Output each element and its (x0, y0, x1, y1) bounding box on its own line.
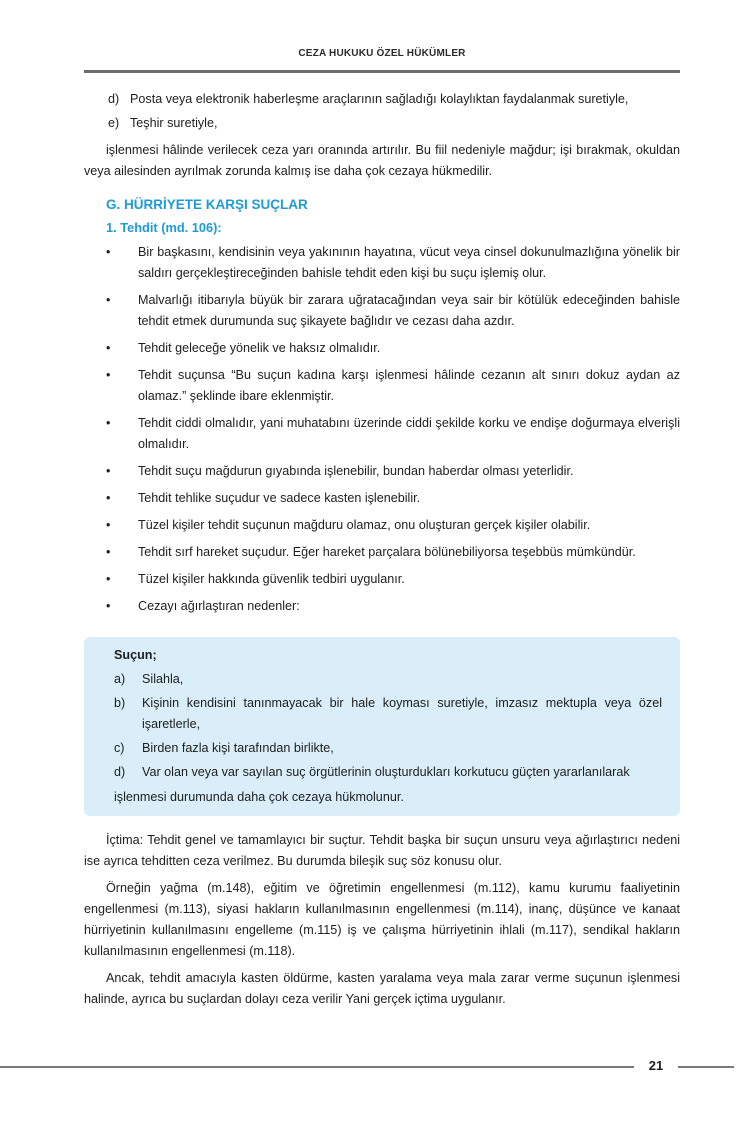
list-item-text: Posta veya elektronik haberleşme araçlarının sağladığı kolaylıktan faydalanmak suretiyle, (130, 92, 629, 106)
box-closing-text: işlenmesi durumunda daha çok cezaya hükmolunur. (114, 790, 404, 804)
list-item (114, 738, 662, 759)
list-item (114, 762, 662, 783)
list-marker: d) (108, 92, 120, 106)
running-header: CEZA HUKUKU ÖZEL HÜKÜMLER (298, 48, 466, 59)
list-marker: c) (114, 741, 125, 755)
header-rule (84, 70, 680, 73)
bullet-item (84, 542, 680, 563)
list-item (84, 89, 680, 110)
page-content (84, 86, 680, 1016)
list-item-text: Teşhir suretiyle, (130, 116, 218, 130)
page-number: 21 (648, 1058, 664, 1073)
list-item-text: Birden fazla kişi tarafından birlikte, (142, 741, 334, 755)
footer-rule-left (0, 1066, 634, 1068)
list-marker: e) (108, 116, 120, 130)
bullet-marker: • (106, 545, 111, 559)
bullet-item (84, 596, 680, 617)
list-item (114, 693, 662, 735)
list-marker: d) (114, 765, 126, 779)
bullet-marker: • (106, 368, 111, 382)
bullet-text: Tüzel kişiler tehdit suçunun mağduru olamaz, onu oluşturan gerçek kişiler olabilir. (138, 518, 591, 532)
body-paragraph: Ancak, tehdit amacıyla kasten öldürme, kasten yaralama veya mala zarar verme suçunun işlenmesi halinde, ayrıca bu suçlardan dolayı ceza verilir Yani gerçek içtima uygulanır. (84, 971, 680, 1006)
bullet-text: Tehdit tehlike suçudur ve sadece kasten işlenebilir. (138, 491, 421, 505)
bullet-item (84, 488, 680, 509)
list-item (84, 113, 680, 134)
box-title: Suçun; (114, 648, 157, 662)
list-item (114, 669, 662, 690)
bullet-item (84, 242, 680, 284)
bullet-text: Cezayı ağırlaştıran nedenler: (138, 599, 300, 613)
top-list (84, 89, 680, 134)
bullet-text: Tehdit suçunsa “Bu suçun kadına karşı işlenmesi hâlinde cezanın alt sınırı dokuz aydan az olamaz.” şeklinde ibare eklenmiştir. (138, 368, 680, 403)
bullet-marker: • (106, 416, 111, 430)
bullet-marker: • (106, 464, 111, 478)
body-paragraph: İçtima: Tehdit genel ve tamamlayıcı bir suçtur. Tehdit başka bir suçun unsuru veya ağırlaştırıcı nedeni ise ayrıca tehditten ceza verilmez. Bu durumda bileşik suç söz konusu olur. (84, 833, 680, 868)
bullet-text: Tehdit ciddi olmalıdır, yani muhatabını üzerinde ciddi şekilde korku ve endişe doğurmaya elverişli olmalıdır. (138, 416, 680, 451)
bullet-marker: • (106, 572, 111, 586)
list-marker: b) (114, 696, 126, 710)
list-item-text: Var olan veya var sayılan suç örgütlerinin oluşturdukları korkutucu güçten yararlanılarak (142, 765, 630, 779)
bullet-text: Tehdit geleceğe yönelik ve haksız olmalıdır. (138, 341, 381, 355)
bullet-marker: • (106, 491, 111, 505)
bullet-item (84, 338, 680, 359)
bullet-text: Malvarlığı itibarıyla büyük bir zarara uğratacağından veya sair bir kötülük edeceğinden bahisle tehdit etmek durumunda suç şikayete bağlıdır ve cezası daha azdır. (138, 293, 680, 328)
bullet-text: Tehdit sırf hareket suçudur. Eğer hareket parçalara bölünebiliyorsa teşebbüs mümkündür. (138, 545, 636, 559)
bullet-text: Tüzel kişiler hakkında güvenlik tedbiri uygulanır. (138, 572, 405, 586)
bullet-item (84, 515, 680, 536)
list-item-text: Kişinin kendisini tanınmayacak bir hale koyması suretiyle, imzasız mektupla veya özel işaretlerle, (142, 696, 662, 731)
list-marker: a) (114, 672, 126, 686)
bullet-marker: • (106, 293, 111, 307)
bullet-text: Tehdit suçu mağdurun gıyabında işlenebilir, bundan haberdar olması yeterlidir. (138, 464, 574, 478)
bullet-marker: • (106, 599, 111, 613)
aggravating-factors-box (84, 637, 680, 816)
bullet-item (84, 365, 680, 407)
bullet-item (84, 569, 680, 590)
footer-rule-right (678, 1066, 734, 1068)
bullet-item (84, 461, 680, 482)
bullet-item (84, 413, 680, 455)
bullet-marker: • (106, 341, 111, 355)
bullet-marker: • (106, 518, 111, 532)
bullet-item (84, 290, 680, 332)
subsection-title: 1. Tehdit (md. 106): (106, 220, 222, 235)
bullet-text: Bir başkasını, kendisinin veya yakınının hayatına, vücut veya cinsel dokunulmazlığına yönelik bir saldırı gerçekleştireceğinden bahisle tehdit eden kişi bu suçu işlemiş olur. (138, 245, 680, 280)
bullet-marker: • (106, 245, 111, 259)
section-title: G. HÜRRİYETE KARŞI SUÇLAR (106, 197, 308, 212)
body-paragraph: Örneğin yağma (m.148), eğitim ve öğretimin engellenmesi (m.112), kamu kurumu faaliyetinin engellenmesi (m.113), siyasi hakların kullanılmasının engellenmesi (m.114), inanç, düşünce ve kanaat hürriyetinin kullanılmasını engelleme (m.115) iş ve çalışma hürriyetinin ihlali (m.117), sendikal hakların kullanılmasının engellenmesi (m.118). (84, 881, 680, 958)
list-item-text: Silahla, (142, 672, 184, 686)
intro-paragraph: işlenmesi hâlinde verilecek ceza yarı oranında artırılır. Bu fiil nedeniyle mağdur; işi bırakmak, okuldan veya ailesinden ayrılmak zorunda kalmış ise daha çok cezaya hükmedilir. (84, 143, 680, 178)
bullet-list (84, 242, 680, 617)
